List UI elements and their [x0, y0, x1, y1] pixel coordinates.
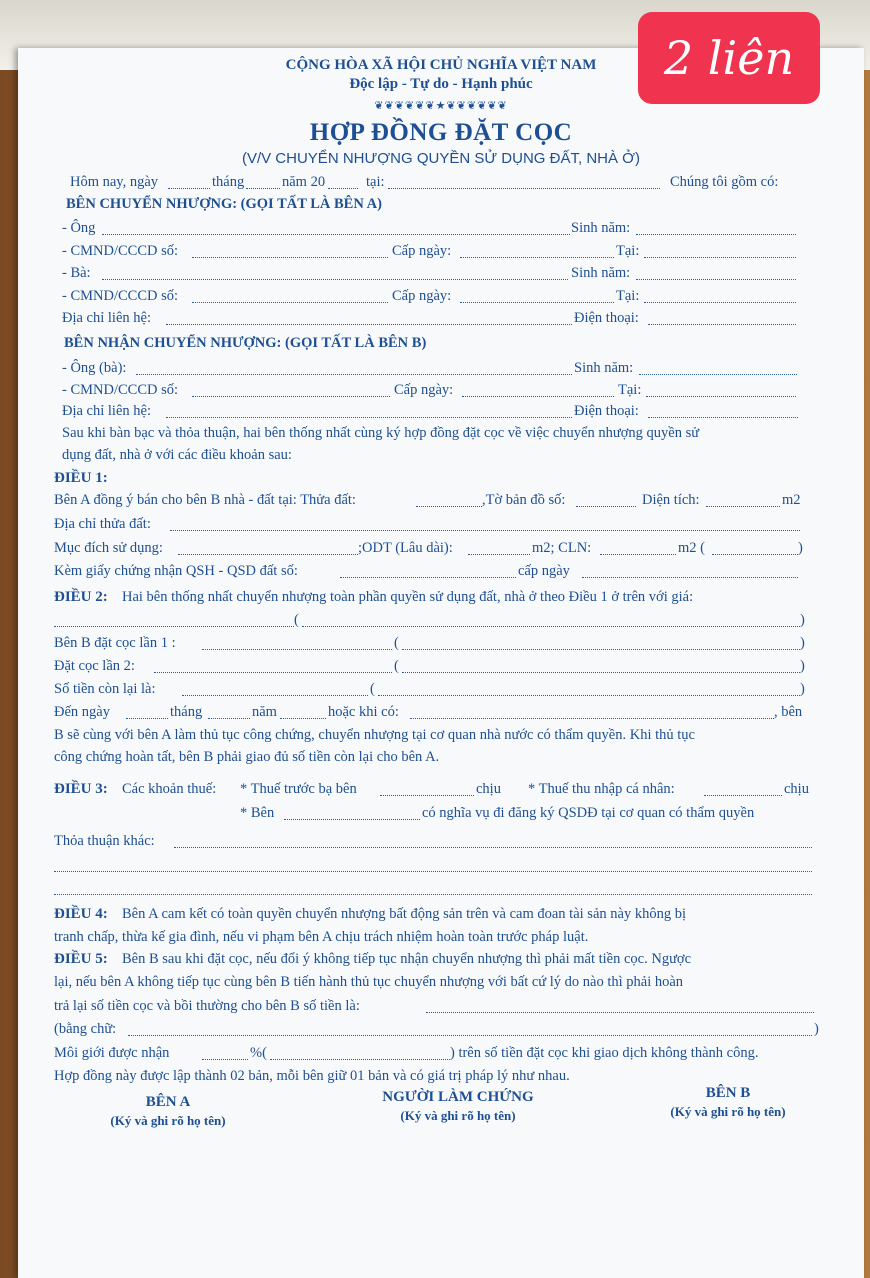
article-4-line-2: tranh chấp, thừa kế gia đình, nếu vi phạm bên A chịu trách nhiệm hoàn toàn trước pháp luật. — [54, 929, 589, 945]
party-a-id-field[interactable] — [192, 257, 388, 258]
party-a-issued-field[interactable] — [460, 257, 614, 258]
party-a-mr-birth-field[interactable] — [636, 234, 796, 235]
broker-amount-field[interactable] — [270, 1059, 450, 1060]
compensation-amount-field[interactable] — [426, 1012, 814, 1013]
until-year-label: năm — [252, 704, 277, 720]
copies-badge: 2 liên — [638, 12, 820, 104]
price-close-paren: ) — [800, 612, 805, 628]
map-sheet-field[interactable] — [576, 506, 636, 507]
party-b-name-field[interactable] — [136, 374, 572, 375]
party-b-at-field[interactable] — [646, 396, 796, 397]
certificate-label: Kèm giấy chứng nhận QSH - QSD đất số: — [54, 563, 298, 579]
article-5-line-2: lại, nếu bên A không tiếp tục cùng bên B tiến hành thủ tục chuyển nhượng với bất cứ lý do nào thì phải hoàn — [54, 974, 684, 990]
party-b-id-field[interactable] — [192, 396, 390, 397]
taxes-label: Các khoản thuế: — [122, 781, 217, 797]
deposit-1-open-paren: ( — [394, 635, 399, 651]
land-purpose-field[interactable] — [178, 554, 358, 555]
cln-note-field[interactable] — [712, 554, 798, 555]
article-2-text-3: công chứng hoàn tất, bên B phải giao đủ số tiền còn lại cho bên A. — [54, 749, 440, 765]
or-when-label: hoặc khi có: — [328, 704, 399, 720]
article-1-heading: ĐIỀU 1: — [54, 470, 108, 486]
other-agreement-label: Thỏa thuận khác: — [54, 833, 155, 849]
party-a-mrs-name-field[interactable] — [102, 279, 568, 280]
side-b-label: , bên — [774, 704, 803, 720]
registration-tax-party-field[interactable] — [380, 795, 474, 796]
article-2-text-2: B sẽ cùng với bên A làm thủ tục công chứng, chuyển nhượng tại cơ quan nhà nước có thẩm quyền. Khi thủ tục — [54, 727, 695, 743]
month-field[interactable] — [246, 188, 280, 189]
copies-text: Hợp đồng này được lập thành 02 bản, mỗi bên giữ 01 bản và có giá trị pháp lý như nhau. — [54, 1068, 570, 1084]
intro-month-label: tháng — [212, 174, 245, 190]
day-field[interactable] — [168, 188, 210, 189]
other-agreement-line-3[interactable] — [54, 894, 812, 895]
land-address-field[interactable] — [170, 530, 800, 531]
until-month-label: tháng — [170, 704, 203, 720]
ornament-divider: ❦❦❦❦❦❦★❦❦❦❦❦❦ — [374, 100, 508, 112]
article-4-line-1: Bên A cam kết có toàn quyền chuyển nhượng bất động sản trên và cam đoan tài sản này không bị — [122, 906, 686, 922]
intro-today-label: Hôm nay, ngày — [70, 174, 159, 190]
broker-label: Môi giới được nhận — [54, 1045, 170, 1061]
party-a-mrs-id-label: - CMND/CCCD số: — [62, 288, 179, 304]
remaining-close-paren: ) — [800, 681, 805, 697]
party-a-id-label: - CMND/CCCD số: — [62, 243, 179, 259]
signature-witness-note: (Ký và ghi rõ họ tên) — [400, 1108, 516, 1123]
price-field[interactable] — [54, 626, 294, 627]
signature-witness: NGƯỜI LÀM CHỨNG — [382, 1089, 534, 1105]
contract-title: HỢP ĐỒNG ĐẶT CỌC — [309, 119, 573, 146]
party-b-phone-label: Điện thoại: — [574, 403, 639, 419]
income-tax-party-field[interactable] — [704, 795, 782, 796]
party-a-heading: BÊN CHUYỂN NHƯỢNG: (GỌI TẤT LÀ BÊN A) — [66, 196, 382, 212]
party-a-mrs-at-field[interactable] — [644, 302, 796, 303]
article-2-text: Hai bên thống nhất chuyển nhượng toàn phần quyền sử dụng đất, nhà ở theo Điều 1 ở trên với giá: — [122, 589, 694, 605]
registration-tax-bear: chịu — [476, 781, 501, 797]
deposit-2-words-field[interactable] — [402, 672, 800, 673]
cln-field[interactable] — [600, 554, 676, 555]
cln-unit-label: m2 ( — [678, 540, 705, 556]
party-b-address-field[interactable] — [166, 417, 572, 418]
deposit-1-label: Bên B đặt cọc lần 1 : — [54, 635, 176, 651]
or-when-field[interactable] — [410, 718, 774, 719]
signature-party-a: BÊN A — [145, 1094, 191, 1110]
price-open-paren: ( — [294, 612, 299, 628]
party-a-address-label: Địa chỉ liên hệ: — [62, 310, 151, 326]
deposit-2-field[interactable] — [154, 672, 392, 673]
in-words-close: ) — [814, 1021, 819, 1037]
until-month-field[interactable] — [208, 718, 250, 719]
remaining-label: Số tiền còn lại là: — [54, 681, 156, 697]
motto: Độc lập - Tự do - Hạnh phúc — [349, 76, 533, 92]
remaining-field[interactable] — [182, 695, 368, 696]
article-1-sell-label: Bên A đồng ý bán cho bên B nhà - đất tại: Thửa đất: — [54, 492, 356, 508]
broker-text: ) trên số tiền đặt cọc khi giao dịch không thành công. — [450, 1045, 759, 1061]
party-a-mrs-id-field[interactable] — [192, 302, 388, 303]
deposit-1-close-paren: ) — [800, 635, 805, 651]
party-b-person-label: - Ông (bà): — [62, 360, 127, 376]
article-5-line-3: trả lại số tiền cọc và bồi thường cho bên B số tiền là: — [54, 998, 360, 1014]
agreement-line-2: dụng đất, nhà ở với các điều khoản sau: — [62, 447, 292, 463]
broker-percent-field[interactable] — [202, 1059, 248, 1060]
signature-party-b-note: (Ký và ghi rõ họ tên) — [670, 1104, 786, 1119]
intro-year-label: năm 20 — [282, 174, 326, 190]
party-a-mrs-birth-label: Sinh năm: — [571, 265, 631, 281]
certificate-date-label: cấp ngày — [518, 563, 570, 579]
party-a-mr-birth-label: Sinh năm: — [571, 220, 631, 236]
certificate-date-field[interactable] — [582, 577, 798, 578]
party-b-issued-field[interactable] — [462, 396, 614, 397]
article-5-line-1: Bên B sau khi đặt cọc, nếu đổi ý không tiếp tục nhận chuyển nhượng thì phải mất tiền cọc. Ngược — [122, 951, 692, 967]
article-3-heading: ĐIỀU 3: — [54, 781, 108, 797]
register-party-label: * Bên — [240, 805, 275, 821]
party-a-mrs-birth-field[interactable] — [636, 279, 796, 280]
deposit-2-label: Đặt cọc lần 2: — [54, 658, 135, 674]
party-b-birth-field[interactable] — [639, 374, 797, 375]
deposit-1-words-field[interactable] — [402, 649, 800, 650]
party-b-birth-label: Sinh năm: — [574, 360, 634, 376]
registration-tax-label: * Thuế trước bạ bên — [240, 781, 357, 797]
party-a-issued-label: Cấp ngày: — [392, 243, 452, 259]
land-address-label: Địa chỉ thửa đất: — [54, 516, 151, 532]
area-field[interactable] — [706, 506, 780, 507]
signature-party-a-note: (Ký và ghi rõ họ tên) — [110, 1113, 226, 1128]
income-tax-label: * Thuế thu nhập cá nhân: — [528, 781, 675, 797]
contract-subtitle: (V/V CHUYỂN NHƯỢNG QUYỀN SỬ DỤNG ĐẤT, NHÀ Ở) — [241, 150, 641, 167]
signature-party-b: BÊN B — [705, 1085, 751, 1101]
contract-form-page — [18, 48, 864, 1278]
remaining-words-field[interactable] — [378, 695, 800, 696]
deposit-1-field[interactable] — [202, 649, 392, 650]
deposit-2-open-paren: ( — [394, 658, 399, 674]
compensation-words-field[interactable] — [128, 1035, 812, 1036]
deposit-2-close-paren: ) — [800, 658, 805, 674]
party-a-mrs-label: - Bà: — [62, 265, 91, 281]
party-a-phone-field[interactable] — [648, 324, 796, 325]
intro-at-label: tại: — [366, 174, 385, 190]
party-a-at-label: Tại: — [616, 243, 640, 259]
register-party-field[interactable] — [284, 819, 420, 820]
intro-we-label: Chúng tôi gồm có: — [670, 174, 779, 190]
article-2-heading: ĐIỀU 2: — [54, 589, 108, 605]
party-a-mrs-issued-label: Cấp ngày: — [392, 288, 452, 304]
cln-label: m2; CLN: — [532, 540, 592, 556]
certificate-number-field[interactable] — [340, 577, 516, 578]
income-tax-bear: chịu — [784, 781, 809, 797]
party-a-mr-name-field[interactable] — [102, 234, 570, 235]
odt-field[interactable] — [468, 554, 530, 555]
other-agreement-line-1[interactable] — [174, 847, 812, 848]
until-year-field[interactable] — [280, 718, 326, 719]
party-b-phone-field[interactable] — [648, 417, 798, 418]
until-day-field[interactable] — [126, 718, 168, 719]
location-field[interactable] — [388, 188, 660, 189]
area-unit: m2 — [782, 492, 801, 508]
party-b-id-label: - CMND/CCCD số: — [62, 382, 179, 398]
party-a-phone-label: Điện thoại: — [574, 310, 639, 326]
land-plot-field[interactable] — [416, 506, 482, 507]
party-b-heading: BÊN NHẬN CHUYỂN NHƯỢNG: (GỌI TẤT LÀ BÊN B) — [64, 335, 427, 351]
broker-percent-label: %( — [250, 1045, 267, 1061]
remaining-open-paren: ( — [370, 681, 375, 697]
party-a-mrs-at-label: Tại: — [616, 288, 640, 304]
odt-label: ;ODT (Lâu dài): — [358, 540, 453, 556]
party-a-mrs-issued-field[interactable] — [460, 302, 614, 303]
area-label: Diện tích: — [642, 492, 700, 508]
article-4-heading: ĐIỀU 4: — [54, 906, 108, 922]
year-field[interactable] — [328, 188, 358, 189]
party-b-address-label: Địa chỉ liên hệ: — [62, 403, 151, 419]
map-sheet-label: ,Tờ bản đồ số: — [482, 492, 566, 508]
other-agreement-line-2[interactable] — [54, 871, 812, 872]
in-words-label: (bằng chữ: — [54, 1021, 117, 1037]
party-a-address-field[interactable] — [166, 324, 572, 325]
agreement-line-1: Sau khi bàn bạc và thỏa thuận, hai bên thống nhất cùng ký hợp đồng đặt cọc về việc chuyển nhượng quyền sử — [62, 425, 700, 441]
land-purpose-label: Mục đích sử dụng: — [54, 540, 163, 556]
party-b-issued-label: Cấp ngày: — [394, 382, 454, 398]
party-a-mr-label: - Ông — [62, 220, 96, 236]
until-label: Đến ngày — [54, 704, 110, 720]
party-a-at-field[interactable] — [644, 257, 796, 258]
nation-header: CỘNG HÒA XÃ HỘI CHỦ NGHĨA VIỆT NAM — [285, 57, 597, 73]
price-words-field[interactable] — [302, 626, 800, 627]
register-text: có nghĩa vụ đi đăng ký QSDĐ tại cơ quan có thẩm quyền — [422, 805, 755, 821]
party-b-at-label: Tại: — [618, 382, 642, 398]
cln-close-paren: ) — [798, 540, 803, 556]
article-5-heading: ĐIỀU 5: — [54, 951, 108, 967]
